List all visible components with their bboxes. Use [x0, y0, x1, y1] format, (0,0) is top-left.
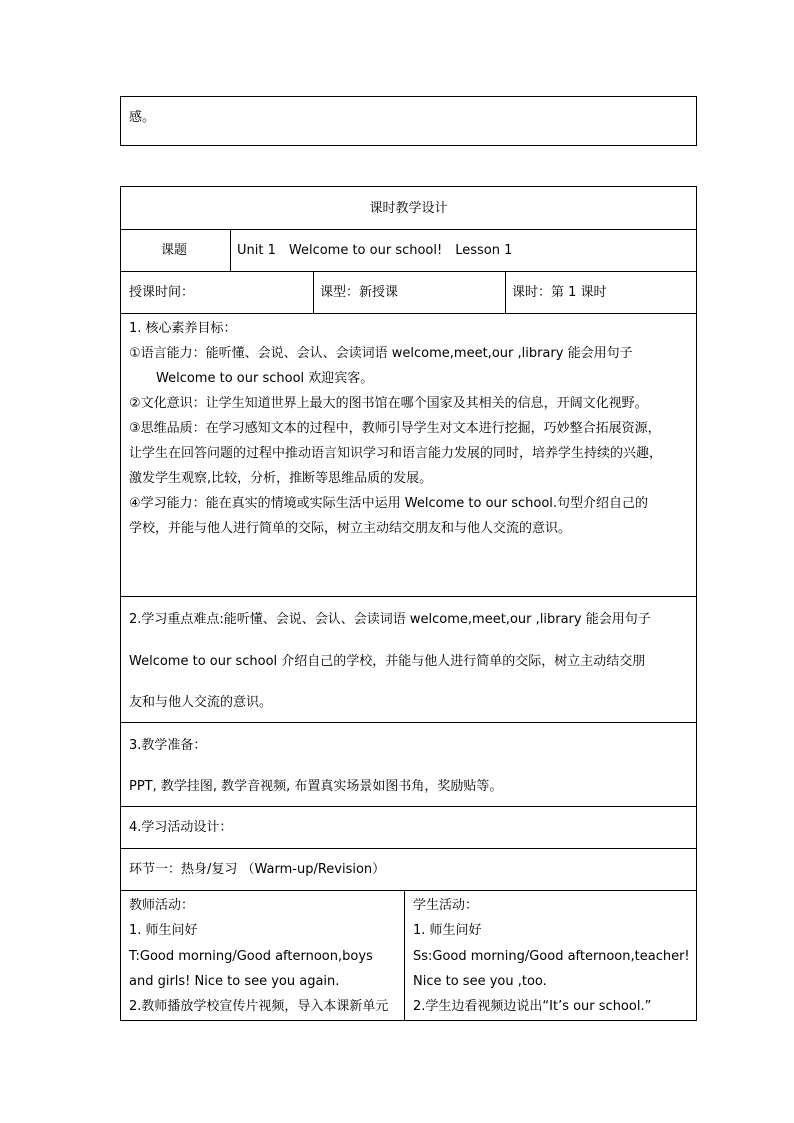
stage-one-label: 环节一：热身/复习 （Warm-up/Revision） — [129, 862, 386, 877]
stage-one-row — [121, 849, 696, 891]
time-label: 授课时间： — [129, 285, 195, 300]
core-goals-row — [121, 314, 696, 597]
goal-line: 激发学生观察,比较，分析，推断等思维品质的发展。 — [129, 471, 433, 486]
goals-heading: 1. 核心素养目标： — [129, 321, 237, 336]
prep-text: PPT, 教学挂图, 教学音视频, 布置真实场景如图书角，奖励贴等。 — [129, 779, 503, 794]
table-title: 课时教学设计 — [369, 201, 448, 216]
goal-line: ②文化意识：让学生知道世界上最大的图书馆在哪个国家及其相关的信息，开阔文化视野。 — [129, 396, 648, 411]
top-box-text: 感。 — [129, 110, 156, 125]
schedule-row — [121, 272, 696, 314]
teacher-line: T:Good morning/Good afternoon,boys — [129, 949, 373, 964]
goal-line: ①语言能力：能听懂、会说、会认、会读词语 welcome,meet,our ,library 能会用句子 — [129, 346, 633, 361]
student-line: Ss:Good morning/Good afternoon,teacher! — [413, 949, 690, 964]
student-line: 2.学生边看视频边说出“It’s our school.” — [413, 999, 652, 1014]
lesson-design-table — [120, 186, 697, 1021]
student-activity-cell — [405, 891, 696, 1021]
key-point-line: 友和与他人交流的意识。 — [129, 695, 273, 710]
goal-line: ③思维品质：在学习感知文本的过程中，教师引导学生对文本进行挖掘，巧妙整合拓展资源， — [129, 421, 661, 436]
student-line: Nice to see you ,too. — [413, 974, 547, 989]
topic-row — [121, 230, 696, 272]
key-point-line: 2.学习重点难点:能听懂、会说、会认、会读词语 welcome,meet,our ,library 能会用句子 — [129, 612, 651, 627]
goal-line: ④学习能力：能在真实的情境或实际生活中运用 Welcome to our school.句型介绍自己的 — [129, 496, 649, 511]
topic-value: Unit 1 Welcome to our school! Lesson 1 — [237, 243, 513, 258]
prep-heading: 3.教学准备： — [129, 738, 207, 753]
activity-heading: 4.学习活动设计： — [129, 820, 233, 835]
teacher-activity-cell — [121, 891, 404, 1021]
student-heading: 学生活动： — [413, 898, 479, 913]
student-line: 1. 师生问好 — [413, 923, 482, 938]
teacher-heading: 教师活动： — [129, 898, 195, 913]
goal-line: Welcome to our school 欢迎宾客。 — [156, 371, 374, 386]
period-label: 课时：第 1 课时 — [512, 285, 607, 300]
preparation-row — [121, 723, 696, 807]
teacher-line: and girls! Nice to see you again. — [129, 974, 340, 989]
goal-line: 让学生在回答问题的过程中推动语言知识学习和语言能力发展的同时，培养学生持续的兴趣， — [129, 446, 663, 461]
topic-label: 课题 — [161, 243, 188, 258]
top-text-box — [120, 96, 697, 146]
key-points-row — [121, 597, 696, 723]
activities-row — [121, 891, 696, 1021]
goal-line: 学校，并能与他人进行简单的交际，树立主动结交朋友和与他人交流的意识。 — [129, 521, 572, 536]
teacher-line: 1. 师生问好 — [129, 923, 198, 938]
teacher-line: 2.教师播放学校宣传片视频，导入本课新单元 — [129, 999, 389, 1014]
key-point-line: Welcome to our school 介绍自己的学校，并能与他人进行简单的交际，树立主动结交朋 — [129, 654, 646, 669]
activity-heading-row — [121, 807, 696, 849]
table-title-row — [121, 187, 696, 230]
type-label: 课型：新授课 — [320, 285, 399, 300]
